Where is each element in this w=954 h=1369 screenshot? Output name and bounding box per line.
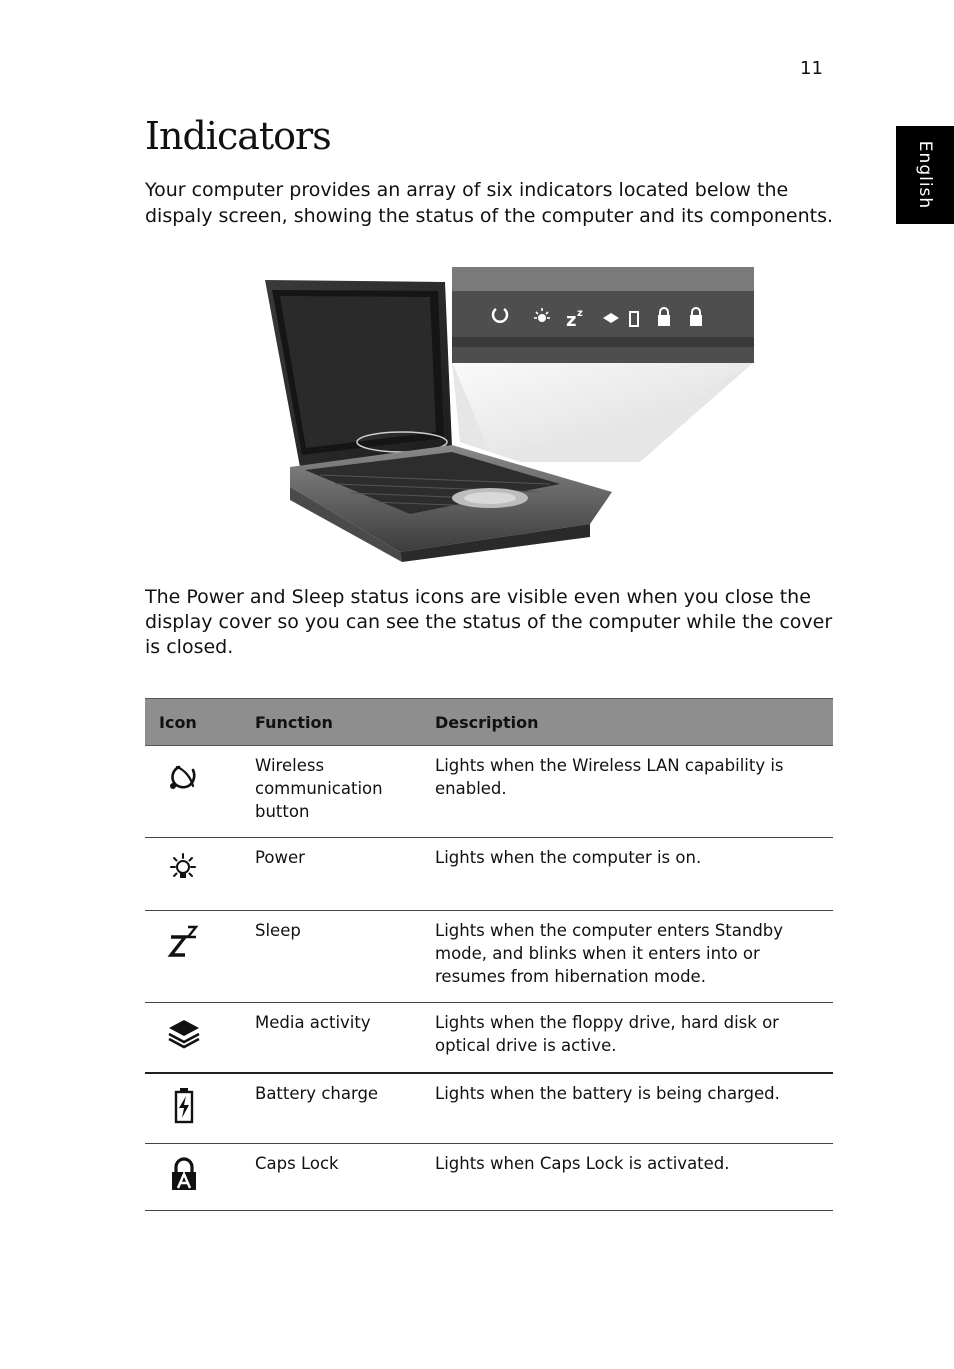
language-tab-label: English	[915, 140, 935, 210]
closed-cover-note: The Power and Sleep status icons are visible even when you close the display cover so you can see the status of the computer while the cover is closed.	[145, 586, 833, 658]
function-cell: Sleep	[241, 911, 421, 1003]
function-cell: Power	[241, 838, 421, 911]
media-activity-icon	[167, 1015, 201, 1051]
table-row	[145, 911, 833, 1003]
header-description: Description	[421, 699, 833, 746]
language-tab	[896, 126, 954, 224]
description-cell: Lights when the floppy drive, hard disk or optical drive is active.	[421, 1003, 833, 1073]
page-number: 11	[800, 58, 823, 79]
function-cell: Wireless communication button	[241, 746, 421, 838]
header-function: Function	[241, 699, 421, 746]
page-title: Indicators	[145, 114, 331, 158]
svg-text:z: z	[577, 308, 583, 319]
description-cell: Lights when the computer enters Standby mode, and blinks when it enters into or resumes from hibernation mode.	[421, 911, 833, 1003]
caps-lock-icon	[167, 1156, 201, 1192]
table-header-row	[145, 699, 833, 746]
function-cell: Caps Lock	[241, 1144, 421, 1211]
table-row	[145, 1144, 833, 1211]
table-row	[145, 838, 833, 911]
description-cell: Lights when the battery is being charged.	[421, 1073, 833, 1144]
intro-paragraph: Your computer provides an array of six indicators located below the dispaly screen, showing the status of the computer and its components.	[145, 179, 834, 227]
sleep-icon	[167, 923, 201, 959]
table-row	[145, 1073, 833, 1144]
wireless-icon	[167, 758, 201, 794]
table-row	[145, 1003, 833, 1073]
description-cell: Lights when the Wireless LAN capability is enabled.	[421, 746, 833, 838]
battery-charge-icon	[167, 1086, 201, 1126]
indicators-table	[145, 698, 833, 1211]
svg-text:z: z	[566, 310, 577, 331]
power-icon	[167, 850, 201, 886]
table-row	[145, 746, 833, 838]
laptop-indicators-illustration	[190, 262, 760, 577]
description-cell: Lights when the computer is on.	[421, 838, 833, 911]
description-cell: Lights when Caps Lock is activated.	[421, 1144, 833, 1211]
function-cell: Battery charge	[241, 1073, 421, 1144]
header-icon: Icon	[145, 699, 241, 746]
function-cell: Media activity	[241, 1003, 421, 1073]
